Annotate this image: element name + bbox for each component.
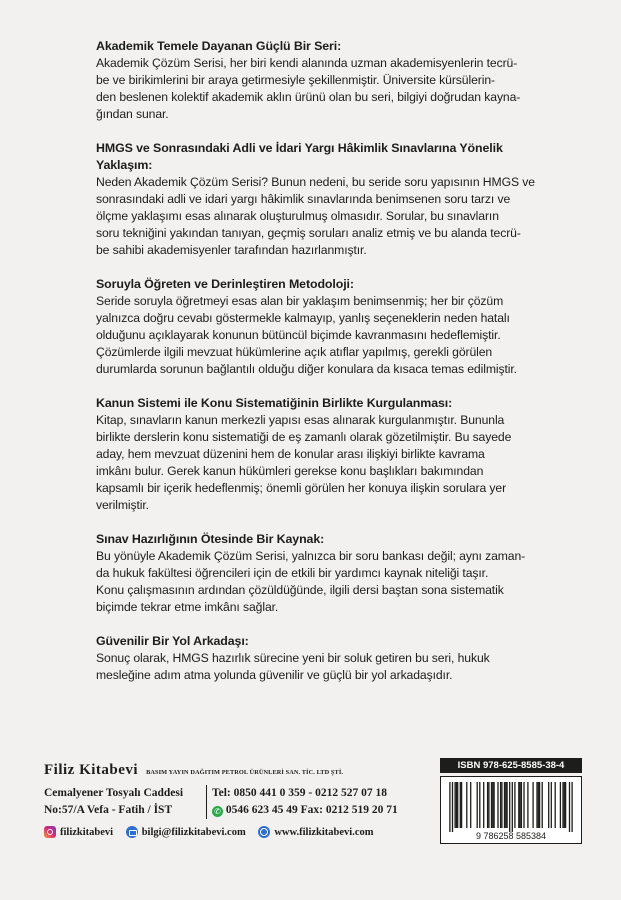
barcode-bar (569, 782, 570, 832)
barcode-bar (504, 782, 505, 828)
section-beyond-exam (96, 531, 539, 616)
barcode-bar (506, 782, 507, 828)
section-title: Akademik Temele Dayanan Güçlü Bir Seri: (96, 39, 342, 53)
barcode-bar (483, 782, 484, 828)
barcode-bar (470, 782, 471, 828)
section-title: Kanun Sistemi ile Konu Sistematiğinin Birlikte Kurgulanması: (96, 396, 453, 410)
instagram-link[interactable]: filizkitabevi (44, 826, 113, 838)
barcode-bar (514, 782, 515, 828)
barcode-bar (452, 782, 453, 832)
publisher-name: Filiz Kitabevi (44, 762, 139, 778)
phone-line: Tel: 0850 441 0 359 - 0212 527 07 18 (212, 787, 387, 799)
section-body: Kitap, sınavların kanun merkezli yapısı esas alınarak kurgulanmıştır. Bununla birlikte derslerin konu sistematiği de eş zamanlı olarak gözetilmiştir. Bu sayede aday, hem mevzuat düzenini hem de konular arası ilişkiyi birlikte kavrama imkânı bulur. Gerek kanun hükümleri gerekse konu başlıkları bakımından kapsamlı bir içerik hedeflenmiş; önemli görülen her konuya ilişkin sorulara yer verilmiştir. (96, 413, 512, 512)
barcode-bar (565, 782, 566, 828)
barcode-bar (492, 782, 493, 828)
section-title: Soruyla Öğreten ve Derinleştiren Metodoloji: (96, 277, 354, 291)
barcode-bar (488, 782, 489, 828)
section-body: Seride soruyla öğretmeyi esas alan bir yaklaşım benimsenmiş; her bir çözüm yalnızca doğru cevabı göstermekle kalmayıp, yanlış seçeneklerin neden hatalı olduğunu açıklayarak konunun bütüncül biçimde kavranmasını hedeflemiştir. Çözümlerde ilgili mevzuat hükümlerine açık atıflar yapılmış, gerekli görülen durumlarda sorunun bağlantılı olduğu diğer konulara da kısaca temas edilmiştir. (96, 294, 517, 376)
barcode-bar (548, 782, 549, 828)
mail-icon (126, 826, 138, 838)
barcode-bar (500, 782, 501, 828)
barcode-bar (449, 782, 450, 832)
section-title: Sınav Hazırlığının Ötesinde Bir Kaynak: (96, 532, 325, 546)
instagram-icon (44, 826, 56, 838)
barcode-bar (539, 782, 540, 828)
barcode-bar (479, 782, 480, 828)
section-law-system (96, 395, 539, 514)
barcode-bar (538, 782, 539, 828)
publisher-subtitle: BASIM YAYIN DAĞITIM PETROL ÜRÜNLERİ SAN. TİC. LTD ŞTİ. (146, 769, 344, 776)
barcode-bar (477, 782, 478, 828)
barcode-bar (521, 782, 522, 828)
barcode-bar (518, 782, 519, 828)
barcode-bar (562, 782, 563, 828)
section-reliable-companion (96, 633, 539, 684)
isbn-label: ISBN 978-625-8585-38-4 (440, 758, 582, 773)
barcode-bar (487, 782, 488, 828)
barcode-number: 9 786258 585384 (475, 831, 547, 841)
barcode-bar (560, 782, 561, 828)
barcode-bar (457, 782, 458, 828)
barcode-bar (466, 782, 467, 828)
barcode-bar (493, 782, 494, 828)
section-body: Neden Akademik Çözüm Serisi? Bunun nedeni, bu seride soru yapısının HMGS ve sonrasındaki adli ve idari yargı hâkimlik sınavlarında benimsenen soru tarzı ve ölçme yaklaşımı esas alınarak oluşturulmuş olmasıdır. Sorular, bu sınavların soru tekniğini yakından tanıyan, geçmiş soruları analiz etmiş ve bu alanda tecrü- be sahibi akademisyenler tarafından hazırlanmıştır. (96, 175, 535, 257)
publisher-address (44, 785, 183, 819)
publisher-contact (212, 785, 398, 819)
barcode-bar (491, 782, 492, 828)
section-title: Güvenilir Bir Yol Arkadaşı: (96, 634, 249, 648)
barcode-bar (456, 782, 457, 828)
back-cover-text (96, 38, 539, 701)
section-methodology (96, 276, 539, 378)
barcode-bar (519, 782, 520, 828)
barcode (440, 776, 582, 844)
section-body: Bu yönüyle Akademik Çözüm Serisi, yalnızca bir soru bankası değil; aynı zaman- da hukuk fakültesi öğrencileri için de etkili bir yardımcı kaynak niteliği taşır. Konu çalışmasının ardından çözüldüğünde, ilgili dersi baştan sona sistematik biçimde tekrar etme imkânı sağlar. (96, 549, 526, 614)
web-icon (258, 826, 270, 838)
barcode-bar (454, 782, 455, 828)
section-academic-foundation (96, 38, 539, 123)
barcode-bar (527, 782, 528, 828)
isbn-barcode-block (440, 758, 582, 844)
barcode-bar (571, 782, 572, 832)
barcode-bar (564, 782, 565, 828)
barcode-bar (536, 782, 537, 828)
section-hmgs-approach (96, 140, 539, 259)
section-title: HMGS ve Sonrasındaki Adli ve İdari Yargı Hâkimlik Sınavlarına Yönelik Yaklaşım: (96, 141, 503, 172)
barcode-bar (555, 782, 556, 828)
barcode-graphic (441, 777, 581, 843)
barcode-bar (461, 782, 462, 828)
whatsapp-icon: ✆ (212, 806, 223, 817)
address-line: No:57/A Vefa - Fatih / İST (44, 804, 173, 816)
section-body: Sonuç olarak, HMGS hazırlık sürecine yeni bir soluk getiren bu seri, hukuk mesleğine adım atma yolunda güvenilir ve güçlü bir yol arkadaşıdır. (96, 651, 490, 682)
address-line: Cemalyener Tosyalı Caddesi (44, 787, 184, 799)
barcode-bar (512, 782, 513, 832)
section-body: Akademik Çözüm Serisi, her biri kendi alanında uzman akademisyenlerin tecrü- be ve birikimlerini bir araya getirmesiyle şekillenmiştir. Üniversite kürsülerin- den beslenen kolektif akademik aklın ürünü olan bu seri, bilgiyi doğrudan kayna- ğından sunar. (96, 56, 521, 121)
divider (206, 785, 207, 819)
website-link[interactable]: www.filizkitabevi.com (258, 826, 373, 838)
barcode-bar (532, 782, 533, 828)
barcode-bar (523, 782, 524, 828)
barcode-bar (542, 782, 543, 828)
barcode-bar (501, 782, 502, 828)
barcode-bar (509, 782, 510, 832)
email-link[interactable]: bilgi@filizkitabevi.com (126, 826, 246, 838)
whatsapp-line: ✆ 0546 623 45 49 Fax: 0212 519 20 71 (212, 802, 398, 819)
barcode-bar (460, 782, 461, 828)
publisher-name-line (44, 761, 343, 779)
barcode-bar (551, 782, 552, 828)
barcode-bar (497, 782, 498, 828)
footer-links (44, 826, 383, 841)
barcode-bar (505, 782, 506, 828)
